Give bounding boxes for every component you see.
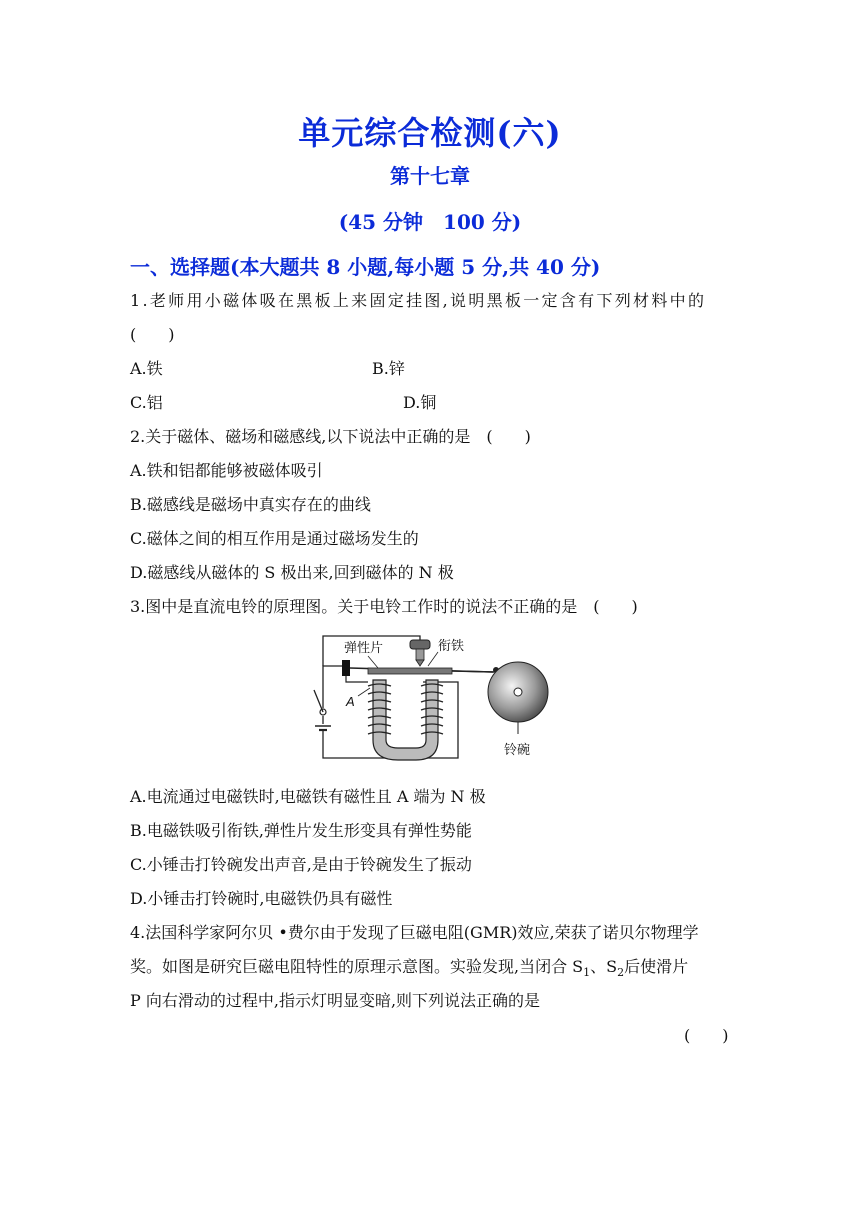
section-heading: 一、选择题(本大题共 8 小题,每小题 5 分,共 40 分) [130, 255, 601, 279]
question-2-option-d: D.磁感线从磁体的 S 极出来,回到磁体的 N 极 [130, 563, 454, 582]
question-1-option-c: C.铝 [130, 393, 163, 412]
question-1-option-b: B.锌 [372, 359, 405, 378]
question-3-option-b: B.电磁铁吸引衔铁,弹性片发生形变具有弹性势能 [130, 821, 472, 840]
question-1-paren: ( ) [130, 325, 175, 344]
label-armature: 衔铁 [438, 638, 465, 653]
question-3-stem: 3.图中是直流电铃的原理图。关于电铃工作时的说法不正确的是 ( ) [130, 597, 638, 616]
question-4-stem-line2: 奖。如图是研究巨磁电阻特性的原理示意图。实验发现,当闭合 $S_1$、$S_2$后使滑片 [130, 957, 689, 980]
question-2-option-a: A.铁和铝都能够被磁体吸引 [130, 461, 323, 480]
page-title: 单元综合检测(六) [298, 114, 562, 152]
contact-screw-body [416, 649, 424, 660]
time-score: (45 分钟 100 分) [338, 210, 522, 234]
label-a: A [346, 694, 355, 709]
question-1-option-d: D.铜 [403, 393, 437, 412]
armature [368, 668, 452, 674]
label-spring: 弹性片 [344, 640, 384, 655]
label-bowl: 铃碗 [504, 742, 531, 757]
question-4-answer-paren: ( ) [684, 1026, 729, 1045]
question-2-stem: 2.关于磁体、磁场和磁感线,以下说法中正确的是 ( ) [130, 427, 531, 446]
question-3-option-c: C.小锤击打铃碗发出声音,是由于铃碗发生了振动 [130, 855, 472, 874]
bell-center [514, 688, 522, 696]
question-3-option-d: D.小锤击打铃碗时,电磁铁仍具有磁性 [130, 889, 393, 908]
chapter-subtitle: 第十七章 [390, 164, 470, 188]
hammer-arm [452, 671, 494, 672]
question-2-option-b: B.磁感线是磁场中真实存在的曲线 [130, 495, 371, 514]
switch-blade [314, 690, 323, 712]
electric-bell-diagram [308, 630, 556, 770]
contact-screw-head [410, 640, 430, 649]
question-1-option-a: A.铁 [130, 359, 163, 378]
question-4-stem-line3: P 向右滑动的过程中,指示灯明显变暗,则下列说法正确的是 [130, 991, 541, 1010]
question-1-stem: 1.老师用小磁体吸在黑板上来固定挂图,说明黑板一定含有下列材料中的 [130, 291, 707, 310]
label-a-leader [358, 688, 370, 696]
question-3-option-a: A.电流通过电磁铁时,电磁铁有磁性且 A 端为 N 极 [130, 787, 486, 806]
question-2-option-c: C.磁体之间的相互作用是通过磁场发生的 [130, 529, 419, 548]
spring-bracket [342, 660, 350, 676]
question-4-stem-line1: 4.法国科学家阿尔贝 •费尔由于发现了巨磁电阻(GMR)效应,荣获了诺贝尔物理学 [130, 923, 699, 942]
